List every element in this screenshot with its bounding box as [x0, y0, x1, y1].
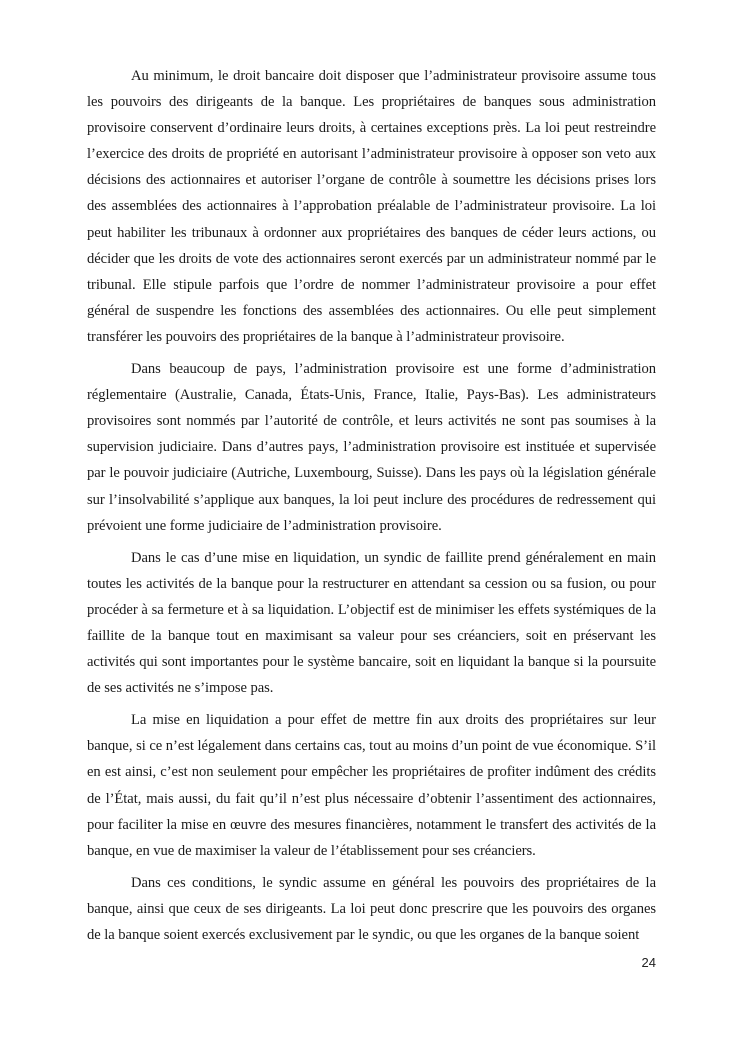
document-page [87, 63, 656, 954]
paragraph-4: La mise en liquidation a pour effet de mettre fin aux droits des propriétaires sur leur banque, si ce n’est légalement dans certains cas, tout au moins d’un point de vue économique. S’il en est ainsi, c’est non seulement pour empêcher les propriétaires de profiter indûment des crédits de l’État, mais aussi, du fait qu’il n’est plus nécessaire d’obtenir l’assentiment des actionnaires, pour faciliter la mise en œuvre des mesures financières, notamment le transfert des activités de la banque, en vue de maximiser la valeur de l’établissement pour ses créanciers. [87, 712, 656, 859]
paragraph-3: Dans le cas d’une mise en liquidation, un syndic de faillite prend généralement en main toutes les activités de la banque pour la restructurer en attendant sa cession ou sa fusion, ou pour procéder à sa fermeture et à sa liquidation. L’objectif est de minimiser les effets systémiques de la faillite de la banque tout en maximisant sa valeur pour ses créanciers, soit en préservant les activités qui sont importantes pour le système bancaire, soit en liquidant la banque si la poursuite de ses activités ne s’impose pas. [87, 549, 656, 697]
paragraph-2: Dans beaucoup de pays, l’administration provisoire est une forme d’administration réglementaire (Australie, Canada, États-Unis, France, Italie, Pays-Bas). Les administrateurs provisoires sont nommés par l’autorité de contrôle, et leurs activités ne sont pas soumises à la supervision judiciaire. Dans d’autres pays, l’administration provisoire est instituée et supervisée par le pouvoir judiciaire (Autriche, Luxembourg, Suisse). Dans les pays où la législation générale sur l’insolvabilité s’applique aux banques, la loi peut inclure des procédures de redressement qui prévoient une forme judiciaire de l’administration provisoire. [87, 361, 656, 534]
paragraph-1: Au minimum, le droit bancaire doit disposer que l’administrateur provisoire assume tous les pouvoirs des dirigeants de la banque. Les propriétaires de banques sous administration provisoire conservent d’ordinaire leurs droits, à certaines exceptions près. La loi peut restreindre l’exercice des droits de propriété en autorisant l’administrateur provisoire à opposer son veto aux décisions des actionnaires et autoriser l’organe de contrôle à soumettre les décisions prises lors des assemblées des actionnaires à l’approbation préalable de l’administrateur provisoire. La loi peut habiliter les tribunaux à ordonner aux propriétaires des banques de céder leurs actions, ou décider que les droits de vote des actionnaires seront exercés par un administrateur nommé par le tribunal. Elle stipule parfois que l’ordre de nommer l’administrateur provisoire a pour effet général de suspendre les fonctions des assemblées des actionnaires. Ou elle peut simplement transférer les pouvoirs des propriétaires de la banque à l’administrateur provisoire. [87, 68, 656, 345]
page-number: 24 [641, 955, 656, 970]
paragraph-5: Dans ces conditions, le syndic assume en général les pouvoirs des propriétaires de la banque, ainsi que ceux de ses dirigeants. La loi peut donc prescrire que les pouvoirs des organes de la banque soient exercés exclusivement par le syndic, ou que les organes de la banque soient [87, 874, 656, 943]
